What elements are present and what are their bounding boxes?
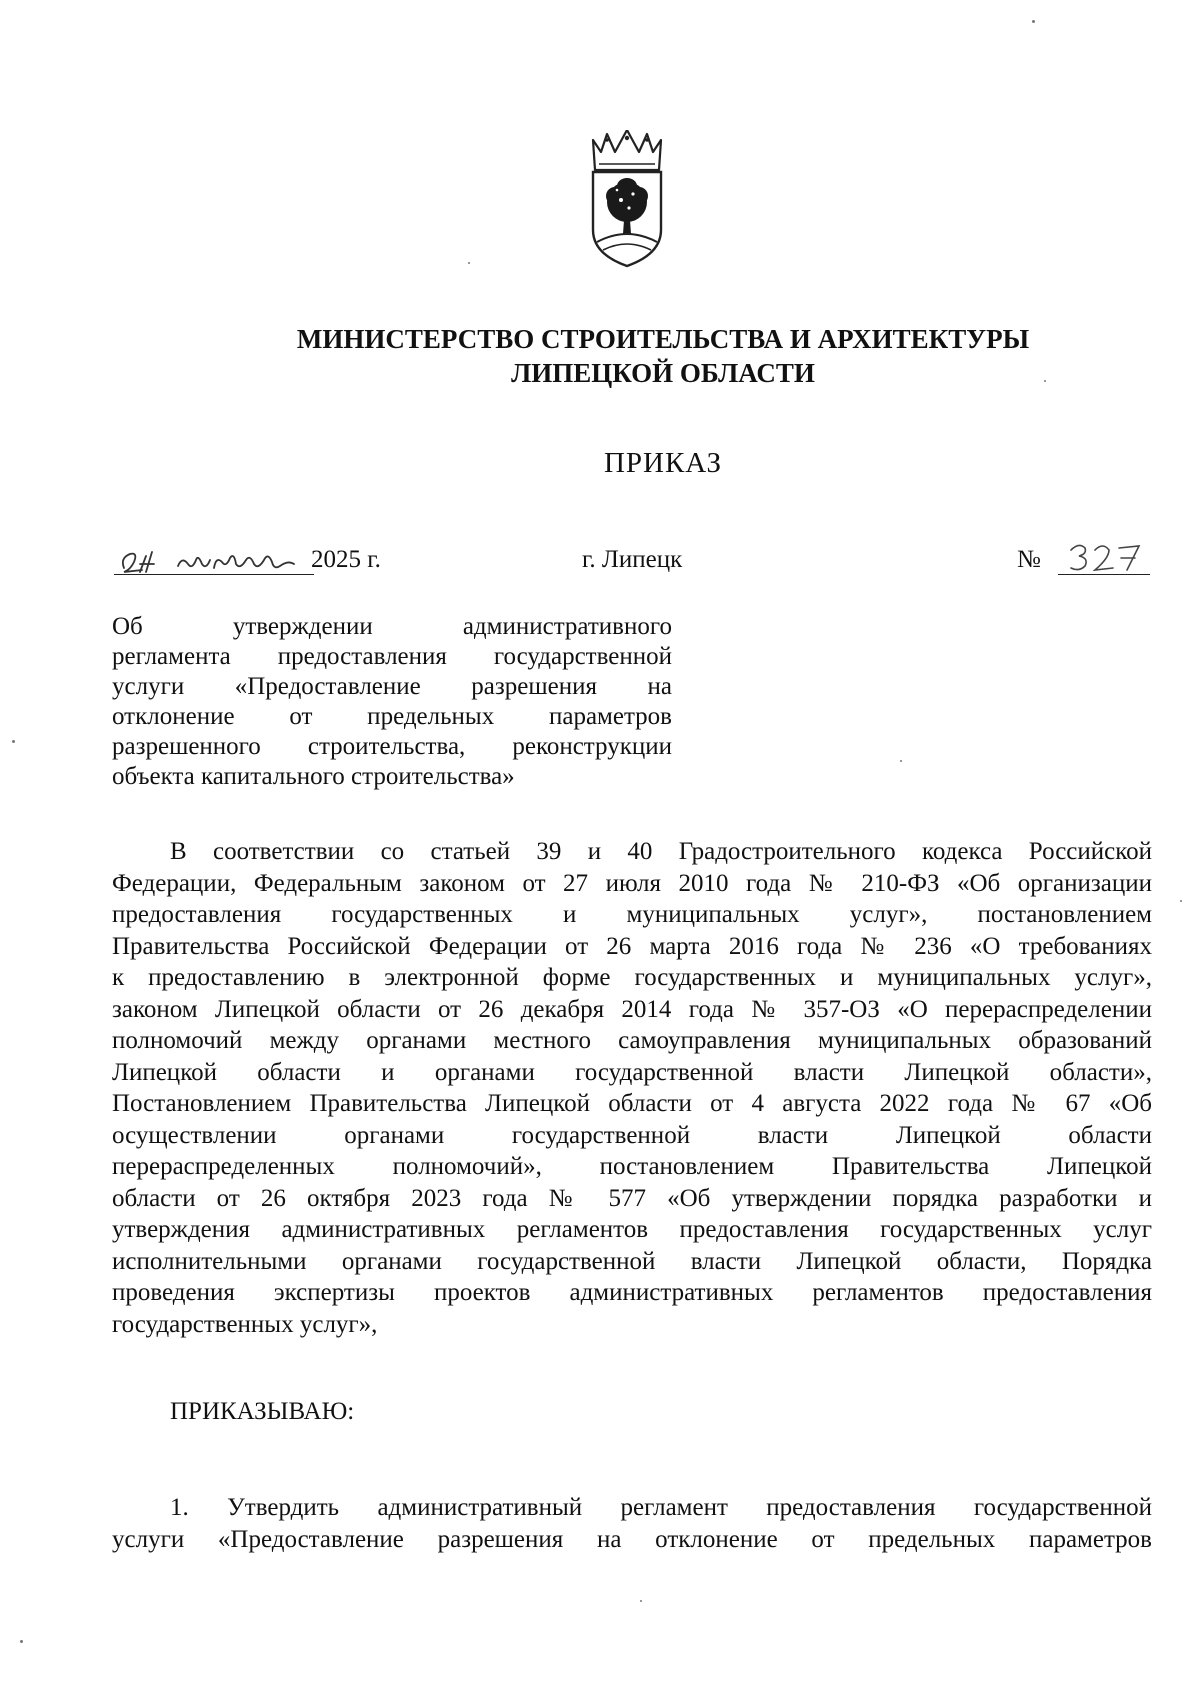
preamble-line: Постановлением Правительства Липецкой области от 4 августа 2022 года № 67 «Об (112, 1090, 1152, 1117)
order-subject (112, 612, 672, 792)
scan-speck (468, 262, 470, 264)
scan-speck (12, 740, 15, 743)
preamble-line: утверждения административных регламентов предоставления государственных услуг (112, 1216, 1152, 1243)
preamble-line: Правительства Российской Федерации от 26 марта 2016 года № 236 «О требованиях (112, 932, 1152, 960)
ministry-line-2: ЛИПЕЦКОЙ ОБЛАСТИ (511, 358, 815, 388)
preamble-paragraph (112, 836, 1152, 1340)
ministry-line-1: МИНИСТЕРСТВО СТРОИТЕЛЬСТВА И АРХИТЕКТУРЫ (296, 324, 1030, 354)
item-1-paragraph (112, 1492, 1152, 1555)
scan-speck (1032, 20, 1035, 23)
preamble-line: перераспределенных полномочий», постановлением Правительства Липецкой (112, 1153, 1152, 1180)
preamble-line: Федерации, Федеральным законом от 27 июля 2010 года № 210-ФЗ «Об организации (112, 869, 1152, 897)
order-word: ПРИКАЗЫВАЮ: (170, 1398, 355, 1425)
subject-line: услуги «Предоставление разрешения на (112, 673, 672, 700)
preamble-line: Липецкой области и органами государственной власти Липецкой области», (112, 1058, 1152, 1086)
subject-line: Об утверждении административного (112, 613, 672, 640)
scan-speck (900, 760, 902, 762)
document-meta-line (112, 546, 1152, 580)
number-underline (1058, 574, 1150, 575)
preamble-line: предоставления государственных и муниципальных услуг», постановлением (112, 901, 1152, 928)
preamble-line: законом Липецкой области от 26 декабря 2014 года № 357-ОЗ «О перераспределении (112, 995, 1152, 1023)
preamble-line: области от 26 октября 2023 года № 577 «Об утверждении порядка разработки и (112, 1184, 1152, 1212)
preamble-line: В соответствии со статьей 39 и 40 Градостроительного кодекса Российской (170, 838, 1152, 865)
preamble-line: государственных услуг», (112, 1310, 378, 1338)
number-sign: № (1017, 546, 1041, 573)
date-year: 2025 г. (311, 546, 381, 573)
lipetsk-coat-of-arms-icon (587, 130, 667, 268)
ministry-name (0, 322, 1200, 390)
preamble-line: осуществлении органами государственной власти Липецкой области (112, 1121, 1152, 1149)
scan-speck (1180, 900, 1182, 902)
subject-line: объекта капитального строительства» (112, 763, 515, 790)
subject-line: разрешенного строительства, реконструкции (112, 733, 672, 760)
subject-line: отклонение от предельных параметров (112, 703, 672, 730)
preamble-line: исполнительными органами государственной власти Липецкой области, Порядка (112, 1247, 1152, 1275)
date-underline (114, 574, 314, 575)
preamble-line: к предоставлению в электронной форме государственных и муниципальных услуг», (112, 964, 1152, 991)
preamble-line: полномочий между органами местного самоуправления муниципальных образований (112, 1027, 1152, 1054)
document-type-title: ПРИКАЗ (603, 447, 723, 479)
handwritten-number (1065, 536, 1145, 576)
scan-speck (1044, 380, 1046, 382)
preamble-line: проведения экспертизы проектов административных регламентов предоставления (112, 1279, 1152, 1306)
subject-line: регламента предоставления государственной (112, 643, 672, 670)
handwritten-date (118, 538, 308, 578)
city-name: г. Липецк (582, 546, 683, 573)
scan-speck (640, 1600, 642, 1602)
scan-speck (20, 1640, 23, 1643)
item-1-line: услуги «Предоставление разрешения на отклонение от предельных параметров (112, 1525, 1152, 1553)
item-1-line: 1. Утвердить административный регламент предоставления государственной (170, 1494, 1152, 1521)
